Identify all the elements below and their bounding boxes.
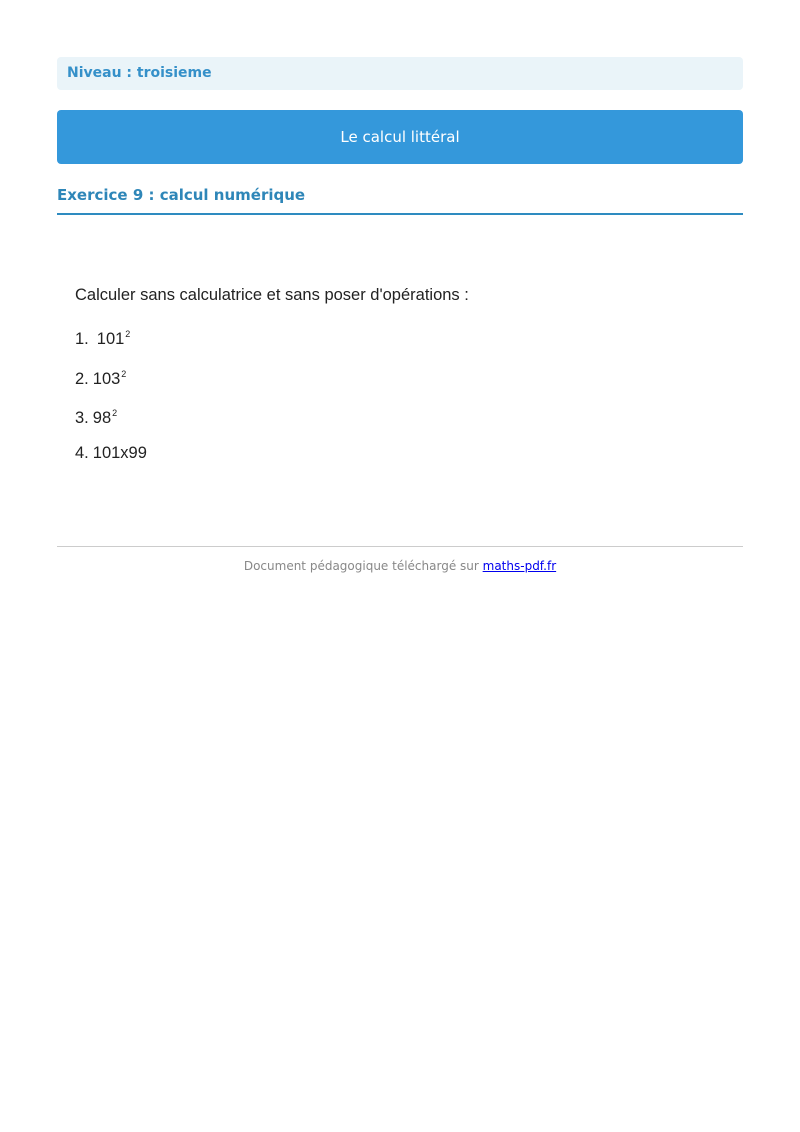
item-base: 103	[92, 369, 121, 388]
item-base: 101	[96, 330, 125, 348]
item-expression	[93, 440, 147, 466]
footer	[57, 559, 743, 573]
list-item	[75, 321, 725, 361]
item-exponent: 2	[121, 368, 127, 379]
footer-divider	[57, 546, 743, 547]
item-number: 2.	[75, 369, 89, 388]
exercise-title: Exercice 9 : calcul numérique	[57, 183, 743, 215]
exercise-content	[75, 282, 725, 479]
exercise-instruction: Calculer sans calculatrice et sans poser d'opérations :	[75, 286, 469, 304]
item-expression	[93, 361, 127, 392]
footer-text: Document pédagogique téléchargé sur	[243, 559, 483, 573]
item-number: 3.	[75, 409, 89, 427]
list-item	[75, 361, 725, 401]
chapter-banner: Le calcul littéral	[57, 110, 743, 164]
item-base: 101x99	[92, 443, 147, 462]
item-exponent: 2	[125, 329, 131, 339]
item-exponent: 2	[112, 408, 118, 418]
item-expression	[93, 400, 117, 431]
list-item	[75, 400, 725, 440]
level-label: Niveau : troisieme	[57, 57, 743, 90]
source-link[interactable]: maths-pdf.fr	[482, 559, 557, 573]
list-item	[75, 440, 725, 480]
item-expression	[97, 321, 131, 352]
item-base: 98	[92, 409, 112, 427]
exercise-list	[75, 321, 725, 479]
item-number: 4.	[75, 443, 89, 462]
item-number: 1.	[75, 330, 89, 348]
